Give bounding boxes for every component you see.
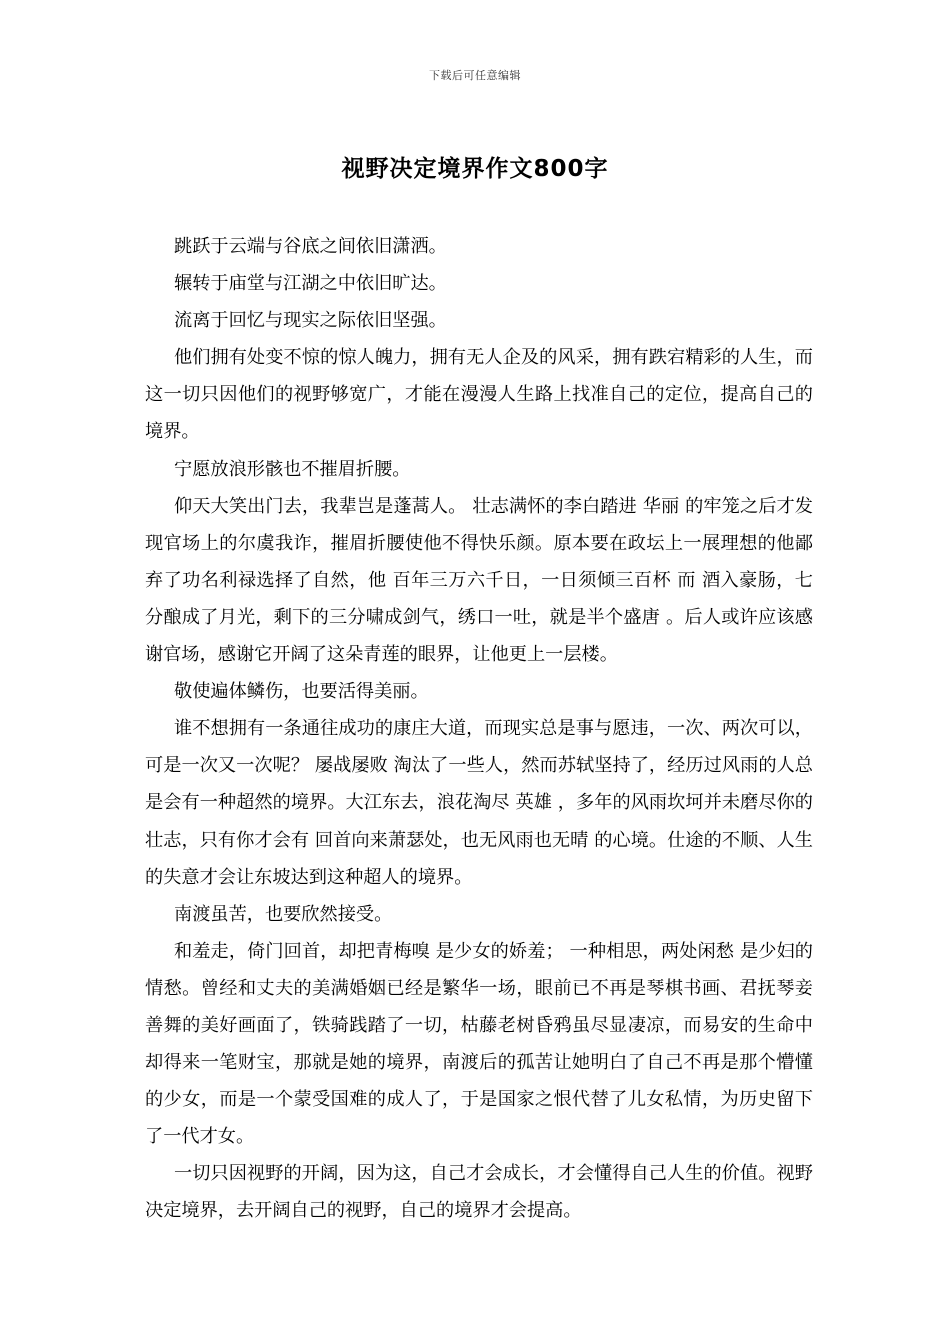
paragraph: 仰天大笑出门去，我辈岂是蓬蒿人。 壮志满怀的李白踏进 华丽 的牢笼之后才发现官场上的尔虞我诈，摧眉折腰使他不得快乐颜。原本要在政坛上一展理想的他鄙弃了功名利禄选择了自然，他 百年三万六千日，一日须倾三百杯 而 酒入豪肠，七分酿成了月光，剩下的三分啸成剑气，绣口一吐，就是半个盛唐 。后人或许应该感谢官场，感谢它开阔了这朵青莲的眼界，让他更上一层楼。 xyxy=(145,495,813,666)
paragraph: 和羞走，倚门回首，却把青梅嗅 是少女的娇羞； 一种相思，两处闲愁 是少妇的情愁。曾经和丈夫的美满婚姻已经是繁华一场，眼前已不再是琴棋书画、君抚琴妾善舞的美好画面了，铁骑践踏了一切，枯藤老树昏鸦虽尽显凄凉，而易安的生命中却得来一笔财宝，那就是她的境界，南渡后的孤苦让她明白了自己不再是那个懵懂的少女，而是一个蒙受国难的成人了，于是国家之恨代替了儿女私情，为历史留下了一代才女。 xyxy=(145,940,813,1148)
document-title: 视野决定境界作文800字 xyxy=(341,156,609,182)
paragraph: 流离于回忆与现实之际依旧坚强。 xyxy=(174,310,447,332)
paragraph: 他们拥有处变不惊的惊人魄力，拥有无人企及的风采，拥有跌宕精彩的人生，而这一切只因他们的视野够宽广，才能在漫漫人生路上找准自己的定位，提高自己的境界。 xyxy=(145,347,813,443)
header-note: 下载后可任意编辑 xyxy=(429,69,521,82)
paragraph: 南渡虽苦，也要欣然接受。 xyxy=(174,903,393,925)
paragraph: 辗转于庙堂与江湖之中依旧旷达。 xyxy=(174,273,447,295)
paragraph: 一切只因视野的开阔，因为这，自己才会成长，才会懂得自己人生的价值。视野决定境界，去开阔自己的视野，自己的境界才会提高。 xyxy=(145,1163,813,1222)
essay-body xyxy=(145,228,813,1230)
paragraph: 谁不想拥有一条通往成功的康庄大道，而现实总是事与愿违，一次、两次可以，可是一次又一次呢？ 屡战屡败 淘汰了一些人，然而苏轼坚持了，经历过风雨的人总是会有一种超然的境界。大江东去，浪花淘尽 英雄 ，多年的风雨坎坷并未磨尽你的壮志，只有你才会有 回首向来萧瑟处，也无风雨也无晴 的心境。仕途的不顺、人生的失意才会让东坡达到这种超人的境界。 xyxy=(145,718,813,888)
paragraph: 敬使遍体鳞伤，也要活得美丽。 xyxy=(174,681,429,703)
paragraph: 宁愿放浪形骸也不摧眉折腰。 xyxy=(174,458,411,480)
paragraph: 跳跃于云端与谷底之间依旧潇洒。 xyxy=(174,236,447,257)
